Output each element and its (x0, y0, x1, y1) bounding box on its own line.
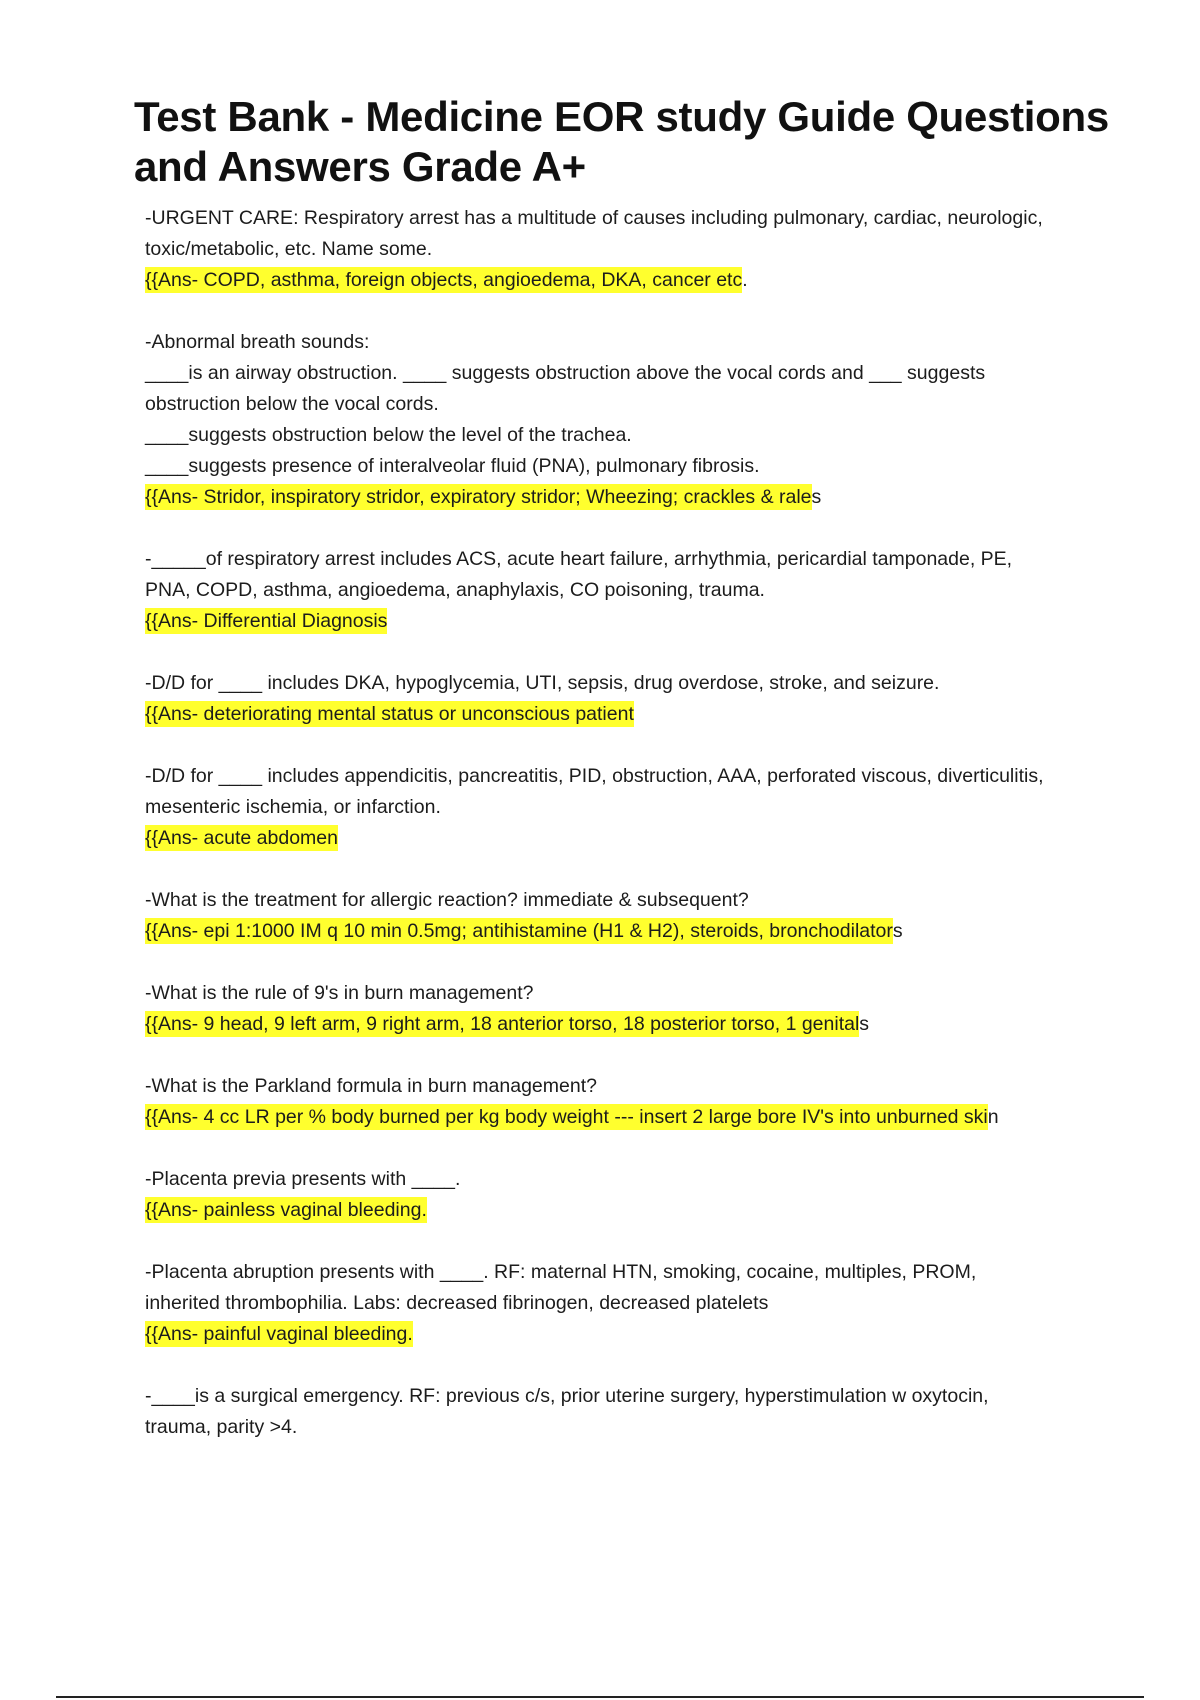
question-line: ____is an airway obstruction. ____ suggests obstruction above the vocal cords and ___ suggests (145, 362, 986, 384)
qa-item (145, 1257, 1125, 1350)
answer-highlight: {{Ans- acute abdomen (145, 827, 338, 849)
question-line: inherited thrombophilia. Labs: decreased fibrinogen, decreased platelets (145, 1292, 769, 1314)
answer-highlight: {{Ans- painful vaginal bleeding. (145, 1323, 413, 1345)
answer-line (145, 265, 1125, 296)
answer-highlight: {{Ans- Stridor, inspiratory stridor, expiratory stridor; Wheezing; crackles & rale (145, 486, 812, 508)
question-line: -What is the rule of 9's in burn management? (145, 982, 534, 1004)
answer-tail: n (987, 1106, 999, 1128)
qa-item (145, 885, 1125, 947)
footer-divider (56, 1696, 1144, 1698)
question-line: -D/D for ____ includes appendicitis, pancreatitis, PID, obstruction, AAA, perforated viscous, diverticulitis, (145, 765, 1044, 787)
answer-line (145, 1102, 1125, 1133)
answer-tail: . (742, 269, 748, 291)
question-line: ____suggests presence of interalveolar fluid (PNA), pulmonary fibrosis. (145, 455, 760, 477)
answer-tail: s (811, 486, 822, 508)
answer-line (145, 482, 1125, 513)
question-line: obstruction below the vocal cords. (145, 393, 439, 415)
qa-list (145, 203, 1125, 1474)
qa-item (145, 668, 1125, 730)
answer-line (145, 699, 1125, 730)
qa-item (145, 978, 1125, 1040)
answer-line (145, 916, 1125, 947)
qa-item (145, 544, 1125, 637)
question-line: -Placenta previa presents with ____. (145, 1168, 461, 1190)
question-line: -What is the Parkland formula in burn management? (145, 1075, 597, 1097)
question-line: -What is the treatment for allergic reaction? immediate & subsequent? (145, 889, 749, 911)
qa-item (145, 1071, 1125, 1133)
question-line: -____is a surgical emergency. RF: previous c/s, prior uterine surgery, hyperstimulation w oxytocin, (145, 1385, 989, 1407)
qa-item (145, 1381, 1125, 1443)
question-line: mesenteric ischemia, or infarction. (145, 796, 441, 818)
answer-line (145, 606, 1125, 637)
question-line: -Abnormal breath sounds: (145, 331, 370, 353)
question-line: ____suggests obstruction below the level of the trachea. (145, 424, 632, 446)
question-line: -Placenta abruption presents with ____. RF: maternal HTN, smoking, cocaine, multiples, PROM, (145, 1261, 977, 1283)
answer-tail: s (892, 920, 903, 942)
answer-highlight: {{Ans- epi 1:1000 IM q 10 min 0.5mg; antihistamine (H1 & H2), steroids, bronchodilator (145, 920, 893, 942)
answer-highlight: {{Ans- deteriorating mental status or unconscious patient (145, 703, 634, 725)
question-line: toxic/metabolic, etc. Name some. (145, 238, 433, 260)
qa-item (145, 203, 1125, 296)
answer-line (145, 823, 1125, 854)
answer-highlight: {{Ans- COPD, asthma, foreign objects, angioedema, DKA, cancer etc (145, 269, 743, 291)
question-line: -_____of respiratory arrest includes ACS, acute heart failure, arrhythmia, pericardial tamponade, PE, (145, 548, 1013, 570)
qa-item (145, 327, 1125, 513)
page-title: Test Bank - Medicine EOR study Guide Questions and Answers Grade A+ (134, 93, 1109, 190)
answer-highlight: {{Ans- painless vaginal bleeding. (145, 1199, 427, 1221)
question-line: -D/D for ____ includes DKA, hypoglycemia, UTI, sepsis, drug overdose, stroke, and seizure. (145, 672, 940, 694)
question-line: PNA, COPD, asthma, angioedema, anaphylaxis, CO poisoning, trauma. (145, 579, 765, 601)
question-line: -URGENT CARE: Respiratory arrest has a multitude of causes including pulmonary, cardiac, neurologic, (145, 207, 1043, 229)
answer-highlight: {{Ans- 9 head, 9 left arm, 9 right arm, 18 anterior torso, 18 posterior torso, 1 genital (145, 1013, 860, 1035)
answer-tail: s (859, 1013, 870, 1035)
answer-highlight: {{Ans- 4 cc LR per % body burned per kg body weight --- insert 2 large bore IV's into unburned ski (145, 1106, 988, 1128)
qa-item (145, 761, 1125, 854)
qa-item (145, 1164, 1125, 1226)
answer-line (145, 1319, 1125, 1350)
answer-line (145, 1009, 1125, 1040)
answer-line (145, 1195, 1125, 1226)
answer-highlight: {{Ans- Differential Diagnosis (145, 610, 388, 632)
question-line: trauma, parity >4. (145, 1416, 298, 1438)
